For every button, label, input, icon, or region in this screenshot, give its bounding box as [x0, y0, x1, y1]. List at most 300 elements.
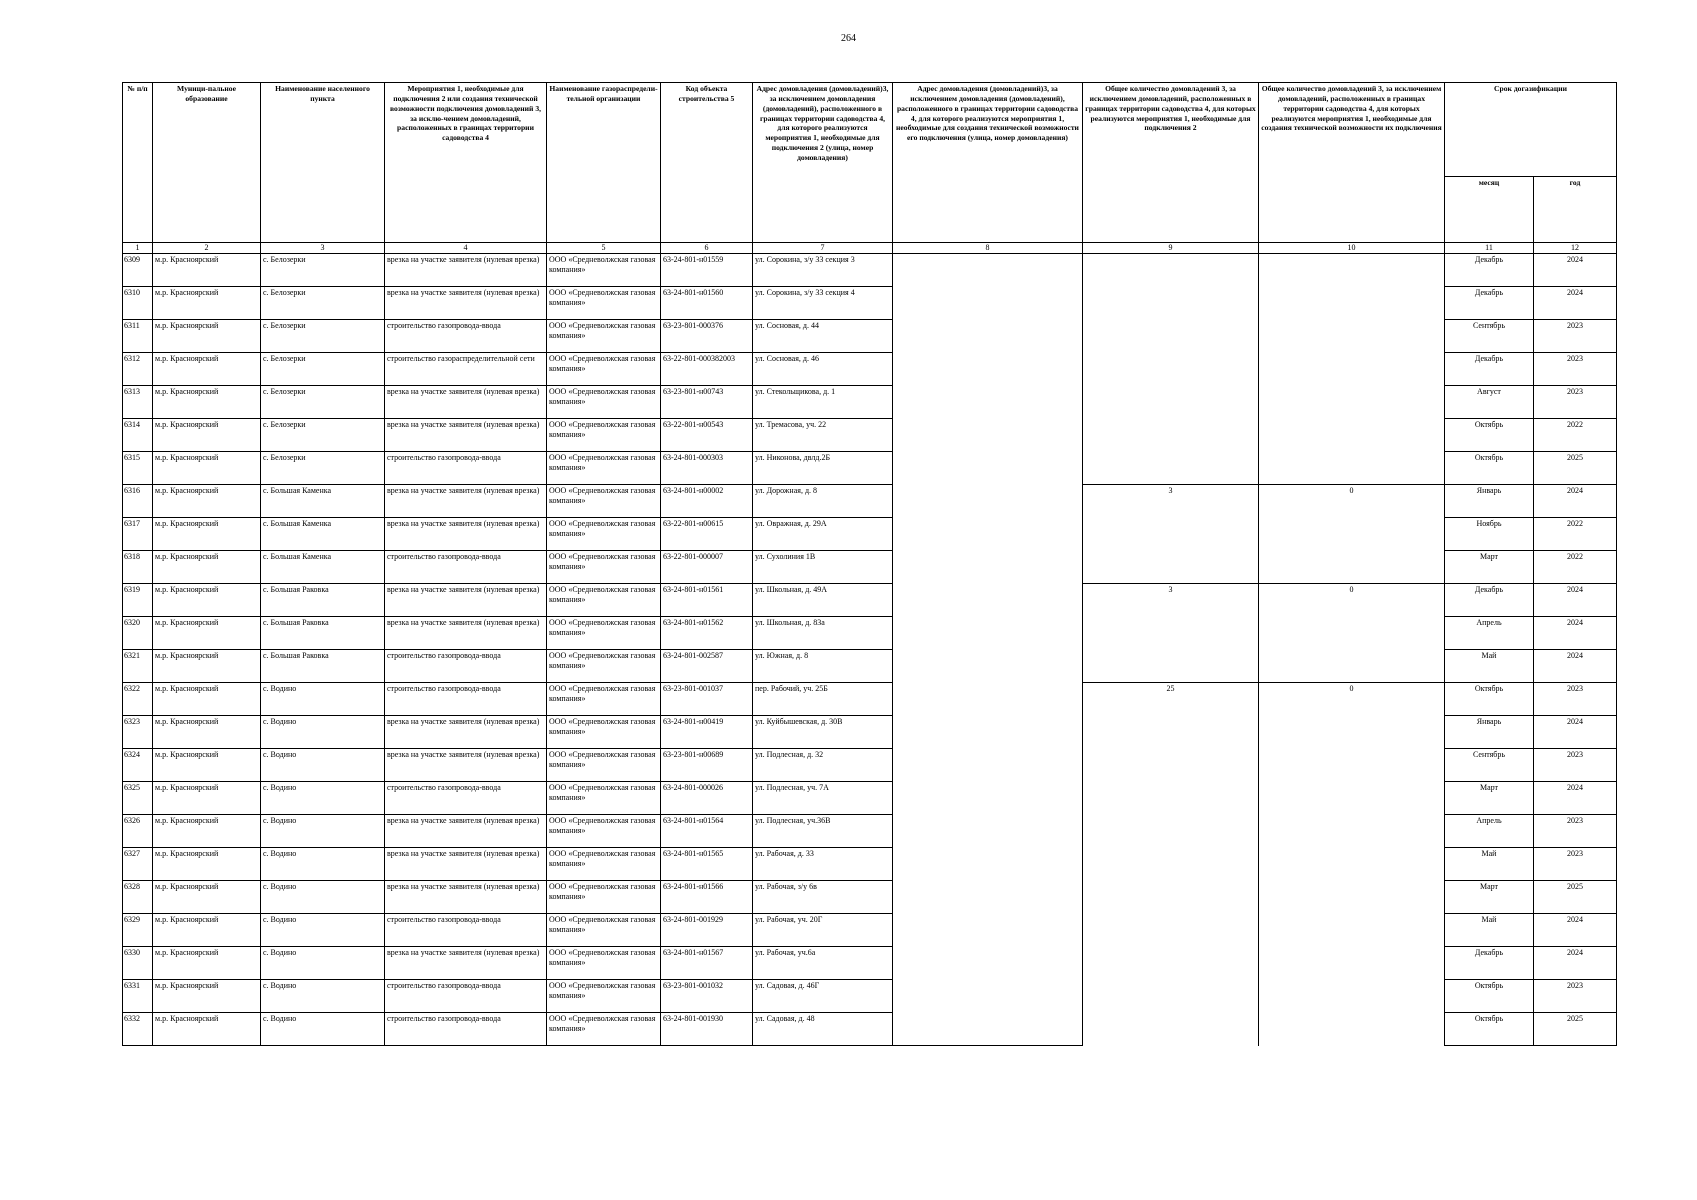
object-code-cell: 63-24-801-н01565 — [661, 848, 753, 881]
header-settlement: Наименование населенного пункта — [261, 83, 385, 243]
measure-cell: врезка на участке заявителя (нулевая врезка) — [385, 419, 547, 452]
settlement-cell: с. Водино — [261, 782, 385, 815]
year-cell: 2023 — [1534, 980, 1617, 1013]
settlement-cell: с. Белозерки — [261, 419, 385, 452]
municipality-cell: м.р. Красноярский — [153, 254, 261, 287]
settlement-cell: с. Большая Каменка — [261, 485, 385, 518]
month-cell: Май — [1445, 650, 1534, 683]
measure-cell: врезка на участке заявителя (нулевая врезка) — [385, 386, 547, 419]
measure-cell: строительство газопровода-ввода — [385, 650, 547, 683]
column-number: 1 — [123, 243, 153, 254]
organization-cell: ООО «Средневолжская газовая компания» — [547, 881, 661, 914]
month-cell: Апрель — [1445, 617, 1534, 650]
row-number: 6317 — [123, 518, 153, 551]
header-num: № п/п — [123, 83, 153, 243]
settlement-cell: с. Белозерки — [261, 254, 385, 287]
year-cell: 2024 — [1534, 782, 1617, 815]
organization-cell: ООО «Средневолжская газовая компания» — [547, 848, 661, 881]
tech-address-cell — [893, 1013, 1083, 1046]
municipality-cell: м.р. Красноярский — [153, 914, 261, 947]
connection-count-cell — [1083, 386, 1259, 419]
connection-count-cell — [1083, 782, 1259, 815]
tech-count-cell — [1259, 848, 1445, 881]
month-cell: Август — [1445, 386, 1534, 419]
settlement-cell: с. Водино — [261, 1013, 385, 1046]
settlement-cell: с. Белозерки — [261, 287, 385, 320]
measure-cell: строительство газопровода-ввода — [385, 551, 547, 584]
settlement-cell: с. Водино — [261, 749, 385, 782]
organization-cell: ООО «Средневолжская газовая компания» — [547, 254, 661, 287]
row-number: 6323 — [123, 716, 153, 749]
organization-cell: ООО «Средневолжская газовая компания» — [547, 914, 661, 947]
measure-cell: строительство газопровода-ввода — [385, 980, 547, 1013]
connection-count-cell — [1083, 947, 1259, 980]
month-cell: Октябрь — [1445, 980, 1534, 1013]
object-code-cell: 63-24-801-н01566 — [661, 881, 753, 914]
month-cell: Октябрь — [1445, 1013, 1534, 1046]
tech-address-cell — [893, 914, 1083, 947]
organization-cell: ООО «Средневолжская газовая компания» — [547, 287, 661, 320]
measure-cell: врезка на участке заявителя (нулевая врезка) — [385, 815, 547, 848]
address-cell: ул. Рабочая, уч.6а — [753, 947, 893, 980]
column-number: 6 — [661, 243, 753, 254]
organization-cell: ООО «Средневолжская газовая компания» — [547, 419, 661, 452]
organization-cell: ООО «Средневолжская газовая компания» — [547, 683, 661, 716]
header-object-code: Код объекта строительства 5 — [661, 83, 753, 243]
tech-count-cell — [1259, 353, 1445, 386]
month-cell: Сентябрь — [1445, 749, 1534, 782]
measure-cell: строительство газопровода-ввода — [385, 683, 547, 716]
address-cell: ул. Садовая, д. 48 — [753, 1013, 893, 1046]
table-row — [123, 815, 1617, 848]
settlement-cell: с. Большая Раковка — [261, 617, 385, 650]
row-number: 6331 — [123, 980, 153, 1013]
row-number: 6321 — [123, 650, 153, 683]
row-number: 6312 — [123, 353, 153, 386]
table-body — [123, 254, 1617, 1046]
connection-count-cell — [1083, 551, 1259, 584]
address-cell: ул. Сорокина, з/у 33 секция 4 — [753, 287, 893, 320]
measure-cell: врезка на участке заявителя (нулевая врезка) — [385, 518, 547, 551]
header-municipality: Муници-пальное образование — [153, 83, 261, 243]
connection-count-cell — [1083, 1013, 1259, 1046]
settlement-cell: с. Водино — [261, 848, 385, 881]
municipality-cell: м.р. Красноярский — [153, 650, 261, 683]
table-row — [123, 551, 1617, 584]
tech-address-cell — [893, 848, 1083, 881]
measure-cell: строительство газопровода-ввода — [385, 320, 547, 353]
tech-address-cell — [893, 485, 1083, 518]
year-cell: 2022 — [1534, 551, 1617, 584]
municipality-cell: м.р. Красноярский — [153, 584, 261, 617]
table-row — [123, 485, 1617, 518]
address-cell: ул. Куйбышевская, д. 30В — [753, 716, 893, 749]
tech-address-cell — [893, 881, 1083, 914]
row-number: 6320 — [123, 617, 153, 650]
table-row — [123, 320, 1617, 353]
address-cell: ул. Никонова, двлд.2Б — [753, 452, 893, 485]
year-cell: 2024 — [1534, 650, 1617, 683]
tech-count-cell — [1259, 320, 1445, 353]
address-cell: ул. Рабочая, з/у 6в — [753, 881, 893, 914]
row-number: 6314 — [123, 419, 153, 452]
measure-cell: строительство газопровода-ввода — [385, 1013, 547, 1046]
row-number: 6324 — [123, 749, 153, 782]
table-row — [123, 683, 1617, 716]
settlement-cell: с. Белозерки — [261, 452, 385, 485]
address-cell: ул. Овражная, д. 29А — [753, 518, 893, 551]
tech-address-cell — [893, 386, 1083, 419]
tech-address-cell — [893, 716, 1083, 749]
address-cell: ул. Садовая, д. 46Г — [753, 980, 893, 1013]
year-cell: 2024 — [1534, 617, 1617, 650]
table-row — [123, 749, 1617, 782]
table-row — [123, 419, 1617, 452]
row-number: 6315 — [123, 452, 153, 485]
address-cell: ул. Подлесная, д. 32 — [753, 749, 893, 782]
measure-cell: врезка на участке заявителя (нулевая врезка) — [385, 254, 547, 287]
table-row — [123, 848, 1617, 881]
table-row — [123, 980, 1617, 1013]
header-month: месяц — [1445, 177, 1534, 243]
month-cell: Декабрь — [1445, 254, 1534, 287]
municipality-cell: м.р. Красноярский — [153, 452, 261, 485]
object-code-cell: 63-24-801-н00419 — [661, 716, 753, 749]
object-code-cell: 63-22-801-н00543 — [661, 419, 753, 452]
tech-count-cell — [1259, 452, 1445, 485]
month-cell: Май — [1445, 914, 1534, 947]
settlement-cell: с. Большая Каменка — [261, 518, 385, 551]
tech-address-cell — [893, 749, 1083, 782]
address-cell: ул. Подлесная, уч.36В — [753, 815, 893, 848]
connection-count-cell — [1083, 650, 1259, 683]
column-number: 11 — [1445, 243, 1534, 254]
table-row — [123, 584, 1617, 617]
address-cell: ул. Стекольщикова, д. 1 — [753, 386, 893, 419]
tech-address-cell — [893, 419, 1083, 452]
tech-count-cell: 0 — [1259, 584, 1445, 617]
settlement-cell: с. Водино — [261, 914, 385, 947]
row-number: 6328 — [123, 881, 153, 914]
object-code-cell: 63-24-801-001930 — [661, 1013, 753, 1046]
measure-cell: строительство газопровода-ввода — [385, 914, 547, 947]
tech-count-cell: 0 — [1259, 485, 1445, 518]
column-number: 2 — [153, 243, 261, 254]
municipality-cell: м.р. Красноярский — [153, 881, 261, 914]
year-cell: 2024 — [1534, 947, 1617, 980]
tech-count-cell — [1259, 881, 1445, 914]
tech-count-cell — [1259, 419, 1445, 452]
address-cell: ул. Сосновая, д. 44 — [753, 320, 893, 353]
tech-address-cell — [893, 980, 1083, 1013]
tech-count-cell — [1259, 782, 1445, 815]
tech-count-cell — [1259, 650, 1445, 683]
gasification-table — [122, 82, 1617, 1046]
connection-count-cell — [1083, 518, 1259, 551]
tech-count-cell — [1259, 551, 1445, 584]
month-cell: Октябрь — [1445, 683, 1534, 716]
organization-cell: ООО «Средневолжская газовая компания» — [547, 782, 661, 815]
object-code-cell: 63-23-801-001032 — [661, 980, 753, 1013]
year-cell: 2023 — [1534, 815, 1617, 848]
column-number-row — [123, 243, 1617, 254]
object-code-cell: 63-22-801-н00615 — [661, 518, 753, 551]
header-address-tech: Адрес домовладения (домовладений)3, за исключением домовладения (домовладений), расположенного в границах территории садоводства 4, для которого реализуются мероприятия 1, необходимые для создания технической возможности его подключения (улица, номер домовладения) — [893, 83, 1083, 243]
municipality-cell: м.р. Красноярский — [153, 287, 261, 320]
object-code-cell: 63-24-801-н00002 — [661, 485, 753, 518]
table-row — [123, 254, 1617, 287]
column-number: 9 — [1083, 243, 1259, 254]
organization-cell: ООО «Средневолжская газовая компания» — [547, 716, 661, 749]
table-row — [123, 947, 1617, 980]
tech-address-cell — [893, 320, 1083, 353]
year-cell: 2024 — [1534, 287, 1617, 320]
object-code-cell: 63-24-801-001929 — [661, 914, 753, 947]
connection-count-cell: 25 — [1083, 683, 1259, 716]
header-count-tech: Общее количество домовладений 3, за исключением домовладений, расположенных в границах территории садоводства 4, для которых реализуются мероприятия 1, необходимые для создания технической возможности их подключения — [1259, 83, 1445, 243]
page-number: 264 — [841, 33, 856, 44]
connection-count-cell — [1083, 254, 1259, 287]
year-cell: 2024 — [1534, 914, 1617, 947]
table-row — [123, 518, 1617, 551]
object-code-cell: 63-22-801-000007 — [661, 551, 753, 584]
year-cell: 2024 — [1534, 254, 1617, 287]
table-row — [123, 452, 1617, 485]
month-cell: Ноябрь — [1445, 518, 1534, 551]
connection-count-cell: 3 — [1083, 584, 1259, 617]
tech-address-cell — [893, 584, 1083, 617]
month-cell: Март — [1445, 551, 1534, 584]
municipality-cell: м.р. Красноярский — [153, 386, 261, 419]
column-number: 7 — [753, 243, 893, 254]
municipality-cell: м.р. Красноярский — [153, 683, 261, 716]
row-number: 6325 — [123, 782, 153, 815]
settlement-cell: с. Большая Раковка — [261, 650, 385, 683]
object-code-cell: 63-24-801-000026 — [661, 782, 753, 815]
connection-count-cell — [1083, 353, 1259, 386]
tech-count-cell — [1259, 749, 1445, 782]
year-cell: 2023 — [1534, 848, 1617, 881]
row-number: 6329 — [123, 914, 153, 947]
organization-cell: ООО «Средневолжская газовая компания» — [547, 452, 661, 485]
row-number: 6318 — [123, 551, 153, 584]
municipality-cell: м.р. Красноярский — [153, 551, 261, 584]
month-cell: Март — [1445, 782, 1534, 815]
object-code-cell: 63-24-801-н01562 — [661, 617, 753, 650]
tech-count-cell — [1259, 1013, 1445, 1046]
month-cell: Декабрь — [1445, 287, 1534, 320]
tech-address-cell — [893, 650, 1083, 683]
year-cell: 2023 — [1534, 683, 1617, 716]
measure-cell: врезка на участке заявителя (нулевая врезка) — [385, 848, 547, 881]
connection-count-cell — [1083, 881, 1259, 914]
table-row — [123, 386, 1617, 419]
year-cell: 2025 — [1534, 881, 1617, 914]
address-cell: ул. Рабочая, уч. 20Г — [753, 914, 893, 947]
connection-count-cell — [1083, 815, 1259, 848]
header-address-connection: Адрес домовладения (домовладений)3, за исключением домовладения (домовладений), расположенного в границах территории садоводства 4, для которого реализуются мероприятия 1, необходимые для подключения 2 (улица, номер домовладения) — [753, 83, 893, 243]
municipality-cell: м.р. Красноярский — [153, 947, 261, 980]
connection-count-cell — [1083, 287, 1259, 320]
month-cell: Май — [1445, 848, 1534, 881]
measure-cell: врезка на участке заявителя (нулевая врезка) — [385, 287, 547, 320]
table-row — [123, 716, 1617, 749]
measure-cell: врезка на участке заявителя (нулевая врезка) — [385, 584, 547, 617]
tech-count-cell — [1259, 518, 1445, 551]
address-cell: ул. Тремасова, уч. 22 — [753, 419, 893, 452]
organization-cell: ООО «Средневолжская газовая компания» — [547, 815, 661, 848]
organization-cell: ООО «Средневолжская газовая компания» — [547, 650, 661, 683]
row-number: 6322 — [123, 683, 153, 716]
column-number: 10 — [1259, 243, 1445, 254]
municipality-cell: м.р. Красноярский — [153, 749, 261, 782]
year-cell: 2023 — [1534, 749, 1617, 782]
object-code-cell: 63-24-801-н01567 — [661, 947, 753, 980]
column-number: 5 — [547, 243, 661, 254]
object-code-cell: 63-24-801-н01559 — [661, 254, 753, 287]
tech-count-cell — [1259, 914, 1445, 947]
object-code-cell: 63-24-801-н01560 — [661, 287, 753, 320]
row-number: 6310 — [123, 287, 153, 320]
object-code-cell: 63-24-801-н01561 — [661, 584, 753, 617]
object-code-cell: 63-23-801-н00689 — [661, 749, 753, 782]
tech-count-cell — [1259, 617, 1445, 650]
table-row — [123, 617, 1617, 650]
settlement-cell: с. Водино — [261, 980, 385, 1013]
year-cell: 2025 — [1534, 1013, 1617, 1046]
tech-address-cell — [893, 815, 1083, 848]
header-measures: Мероприятия 1, необходимые для подключения 2 или создания технической возможности подключения домовладений 3, за исклю-чением домовладений, расположенных в границах территории садоводства 4 — [385, 83, 547, 243]
header-organization: Наименование газораспредели-тельной организации — [547, 83, 661, 243]
month-cell: Март — [1445, 881, 1534, 914]
measure-cell: врезка на участке заявителя (нулевая врезка) — [385, 749, 547, 782]
organization-cell: ООО «Средневолжская газовая компания» — [547, 386, 661, 419]
tech-count-cell — [1259, 254, 1445, 287]
settlement-cell: с. Водино — [261, 881, 385, 914]
connection-count-cell: 3 — [1083, 485, 1259, 518]
measure-cell: врезка на участке заявителя (нулевая врезка) — [385, 485, 547, 518]
column-number: 12 — [1534, 243, 1617, 254]
month-cell: Декабрь — [1445, 584, 1534, 617]
connection-count-cell — [1083, 914, 1259, 947]
address-cell: ул. Дорожная, д. 8 — [753, 485, 893, 518]
column-number: 4 — [385, 243, 547, 254]
municipality-cell: м.р. Красноярский — [153, 353, 261, 386]
tech-address-cell — [893, 353, 1083, 386]
connection-count-cell — [1083, 848, 1259, 881]
month-cell: Апрель — [1445, 815, 1534, 848]
year-cell: 2022 — [1534, 518, 1617, 551]
settlement-cell: с. Белозерки — [261, 320, 385, 353]
connection-count-cell — [1083, 320, 1259, 353]
municipality-cell: м.р. Красноярский — [153, 980, 261, 1013]
year-cell: 2024 — [1534, 485, 1617, 518]
header-year: год — [1534, 177, 1617, 243]
organization-cell: ООО «Средневолжская газовая компания» — [547, 320, 661, 353]
address-cell: ул. Сосновая, д. 46 — [753, 353, 893, 386]
measure-cell: строительство газораспределительной сети — [385, 353, 547, 386]
municipality-cell: м.р. Красноярский — [153, 320, 261, 353]
measure-cell: врезка на участке заявителя (нулевая врезка) — [385, 947, 547, 980]
connection-count-cell — [1083, 617, 1259, 650]
header-count-connection: Общее количество домовладений 3, за исключением домовладений, расположенных в границах территории садоводства 4, для которых реализуются мероприятия 1, необходимые для подключения 2 — [1083, 83, 1259, 243]
address-cell: ул. Сорокина, з/у 33 секция 3 — [753, 254, 893, 287]
row-number: 6316 — [123, 485, 153, 518]
settlement-cell: с. Белозерки — [261, 353, 385, 386]
organization-cell: ООО «Средневолжская газовая компания» — [547, 1013, 661, 1046]
connection-count-cell — [1083, 419, 1259, 452]
month-cell: Декабрь — [1445, 353, 1534, 386]
month-cell: Октябрь — [1445, 452, 1534, 485]
connection-count-cell — [1083, 749, 1259, 782]
object-code-cell: 63-22-801-000382003 — [661, 353, 753, 386]
month-cell: Сентябрь — [1445, 320, 1534, 353]
tech-count-cell — [1259, 947, 1445, 980]
settlement-cell: с. Большая Раковка — [261, 584, 385, 617]
month-cell: Октябрь — [1445, 419, 1534, 452]
address-cell: ул. Сухолиния 1В — [753, 551, 893, 584]
column-number: 8 — [893, 243, 1083, 254]
table-row — [123, 782, 1617, 815]
organization-cell: ООО «Средневолжская газовая компания» — [547, 584, 661, 617]
table-row — [123, 914, 1617, 947]
row-number: 6326 — [123, 815, 153, 848]
address-cell: ул. Рабочая, д. 33 — [753, 848, 893, 881]
connection-count-cell — [1083, 452, 1259, 485]
table-row — [123, 287, 1617, 320]
municipality-cell: м.р. Красноярский — [153, 617, 261, 650]
tech-address-cell — [893, 947, 1083, 980]
address-cell: ул. Школьная, д. 49А — [753, 584, 893, 617]
tech-address-cell — [893, 254, 1083, 287]
table-row — [123, 1013, 1617, 1046]
tech-count-cell — [1259, 386, 1445, 419]
header-row-1 — [123, 83, 1617, 177]
tech-address-cell — [893, 287, 1083, 320]
month-cell: Декабрь — [1445, 947, 1534, 980]
measure-cell: врезка на участке заявителя (нулевая врезка) — [385, 617, 547, 650]
organization-cell: ООО «Средневолжская газовая компания» — [547, 485, 661, 518]
tech-address-cell — [893, 683, 1083, 716]
year-cell: 2023 — [1534, 353, 1617, 386]
year-cell: 2024 — [1534, 584, 1617, 617]
settlement-cell: с. Водино — [261, 716, 385, 749]
table-row — [123, 650, 1617, 683]
settlement-cell: с. Водино — [261, 815, 385, 848]
tech-address-cell — [893, 617, 1083, 650]
header-deadline: Срок догазификации — [1445, 83, 1617, 177]
year-cell: 2022 — [1534, 419, 1617, 452]
row-number: 6319 — [123, 584, 153, 617]
organization-cell: ООО «Средневолжская газовая компания» — [547, 947, 661, 980]
settlement-cell: с. Водино — [261, 683, 385, 716]
address-cell: ул. Подлесная, уч. 7А — [753, 782, 893, 815]
tech-address-cell — [893, 551, 1083, 584]
measure-cell: строительство газопровода-ввода — [385, 452, 547, 485]
column-number: 3 — [261, 243, 385, 254]
table-row — [123, 881, 1617, 914]
organization-cell: ООО «Средневолжская газовая компания» — [547, 749, 661, 782]
object-code-cell: 63-24-801-002587 — [661, 650, 753, 683]
municipality-cell: м.р. Красноярский — [153, 419, 261, 452]
tech-count-cell — [1259, 815, 1445, 848]
municipality-cell: м.р. Красноярский — [153, 485, 261, 518]
tech-address-cell — [893, 518, 1083, 551]
object-code-cell: 63-23-801-000376 — [661, 320, 753, 353]
connection-count-cell — [1083, 716, 1259, 749]
object-code-cell: 63-24-801-н01564 — [661, 815, 753, 848]
address-cell: ул. Южная, д. 8 — [753, 650, 893, 683]
